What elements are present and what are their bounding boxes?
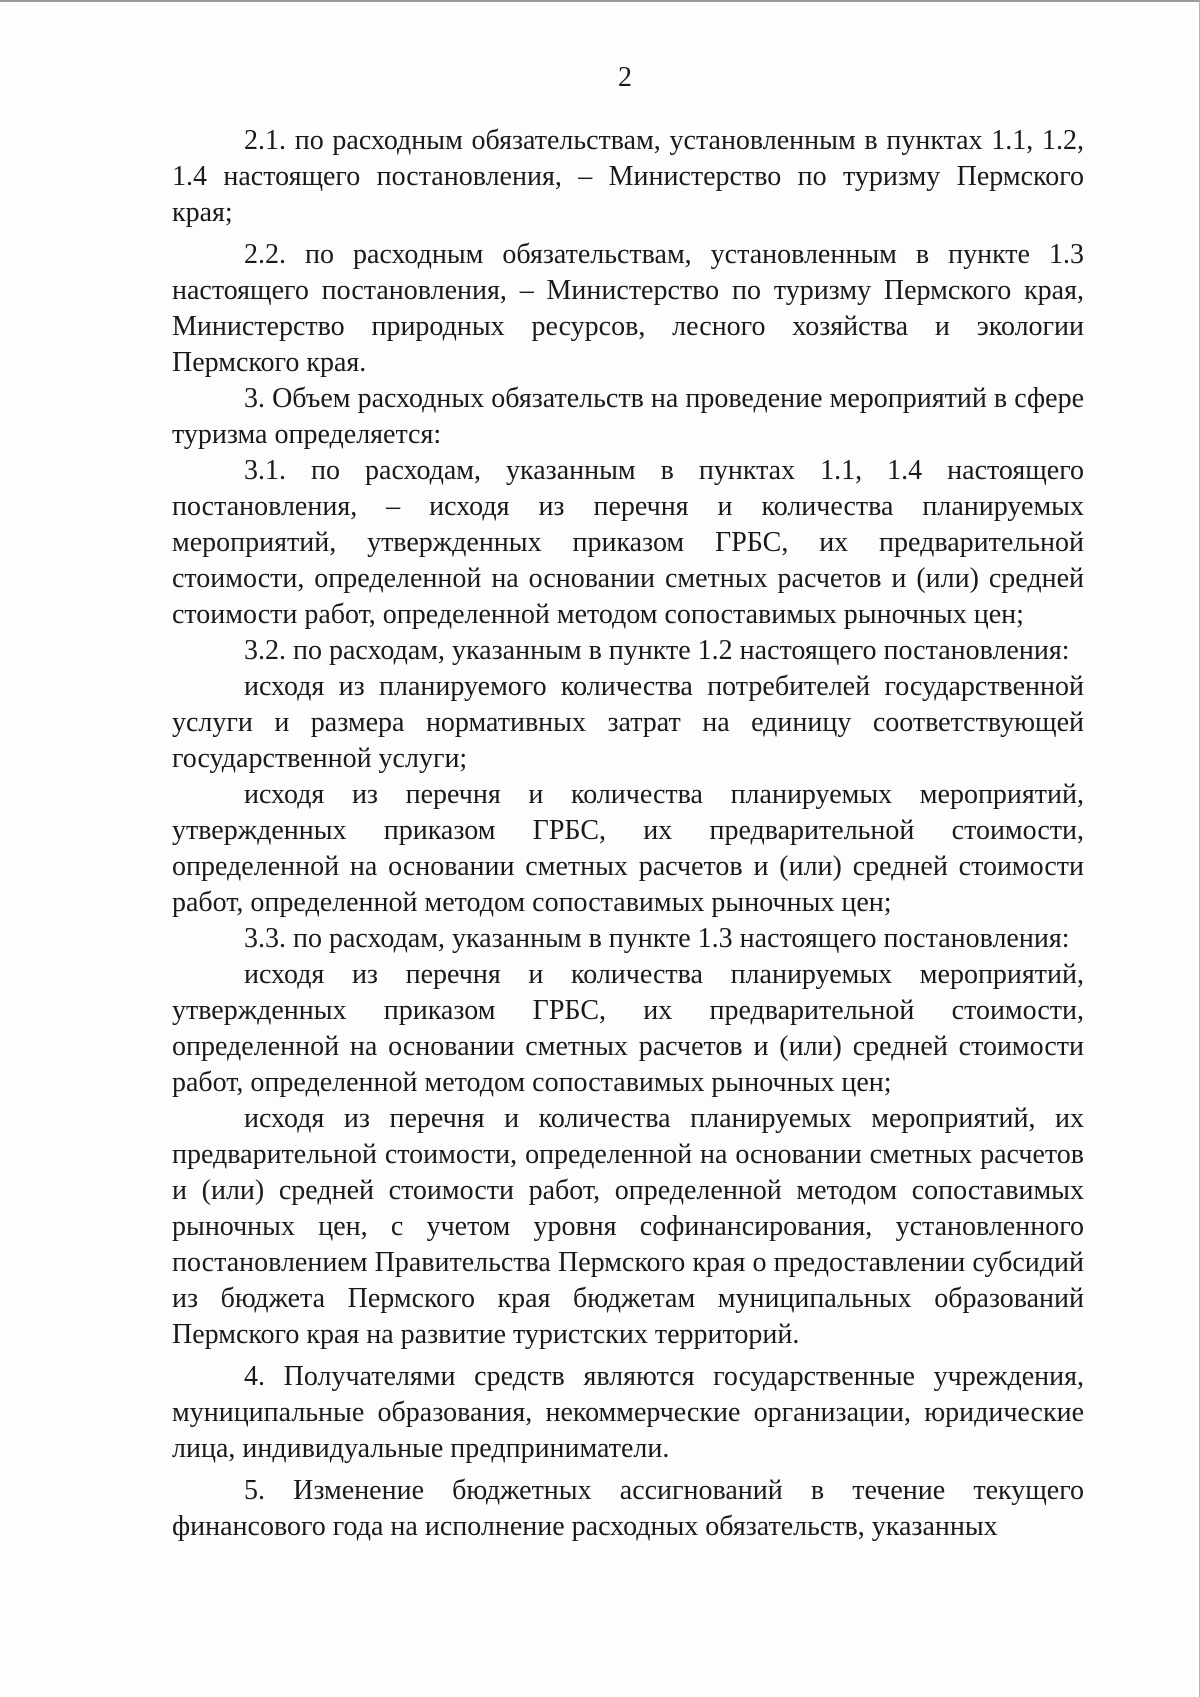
paragraph-2-2: 2.2. по расходным обязательствам, установленным в пункте 1.3 настоящего постановления, – Министерство по туризму Пермского края, Министерство природных ресурсов, лесного хозяйства и экологии Пермского края. — [172, 239, 1084, 378]
page-number: 2 — [618, 62, 632, 93]
paragraph-3-3-item-2: исходя из перечня и количества планируемых мероприятий, их предварительной стоимости, определенной на основании сметных расчетов и (или) средней стоимости работ, определенной методом сопоставимых рыночных цен, с учетом уровня софинансирования, установленного постановлением Правительства Пермского края о предоставлении субсидий из бюджета Пермского края бюджетам муниципальных образований Пермского края на развитие туристских территорий. — [172, 1103, 1084, 1350]
paragraph-3-3-item-1: исходя из перечня и количества планируемых мероприятий, утвержденных приказом ГРБС, их предварительной стоимости, определенной на основании сметных расчетов и (или) средней стоимости работ, определенной методом сопоставимых рыночных цен; — [172, 959, 1084, 1098]
paragraph-3-2-item-1: исходя из планируемого количества потребителей государственной услуги и размера нормативных затрат на единицу соответствующей государственной услуги; — [172, 671, 1084, 774]
document-body — [172, 123, 1084, 1545]
paragraph-4: 4. Получателями средств являются государственные учреждения, муниципальные образования, некоммерческие организации, юридические лица, индивидуальные предприниматели. — [172, 1361, 1084, 1464]
paragraph-2-1: 2.1. по расходным обязательствам, установленным в пунктах 1.1, 1.2, 1.4 настоящего постановления, – Министерство по туризму Пермского края; — [172, 125, 1084, 228]
paragraph-3-2: 3.2. по расходам, указанным в пункте 1.2 настоящего постановления: — [244, 635, 1070, 666]
paragraph-3-3: 3.3. по расходам, указанным в пункте 1.3 настоящего постановления: — [244, 923, 1070, 954]
paragraph-3-1: 3.1. по расходам, указанным в пунктах 1.1, 1.4 настоящего постановления, – исходя из перечня и количества планируемых мероприятий, утвержденных приказом ГРБС, их предварительной стоимости, определенной на основании сметных расчетов и (или) средней стоимости работ, определенной методом сопоставимых рыночных цен; — [172, 455, 1084, 630]
paragraph-5: 5. Изменение бюджетных ассигнований в течение текущего финансового года на исполнение расходных обязательств, указанных — [172, 1475, 1084, 1542]
paragraph-3: 3. Объем расходных обязательств на проведение мероприятий в сфере туризма определяется: — [172, 383, 1084, 450]
paragraph-3-2-item-2: исходя из перечня и количества планируемых мероприятий, утвержденных приказом ГРБС, их предварительной стоимости, определенной на основании сметных расчетов и (или) средней стоимости работ, определенной методом сопоставимых рыночных цен; — [172, 779, 1084, 918]
